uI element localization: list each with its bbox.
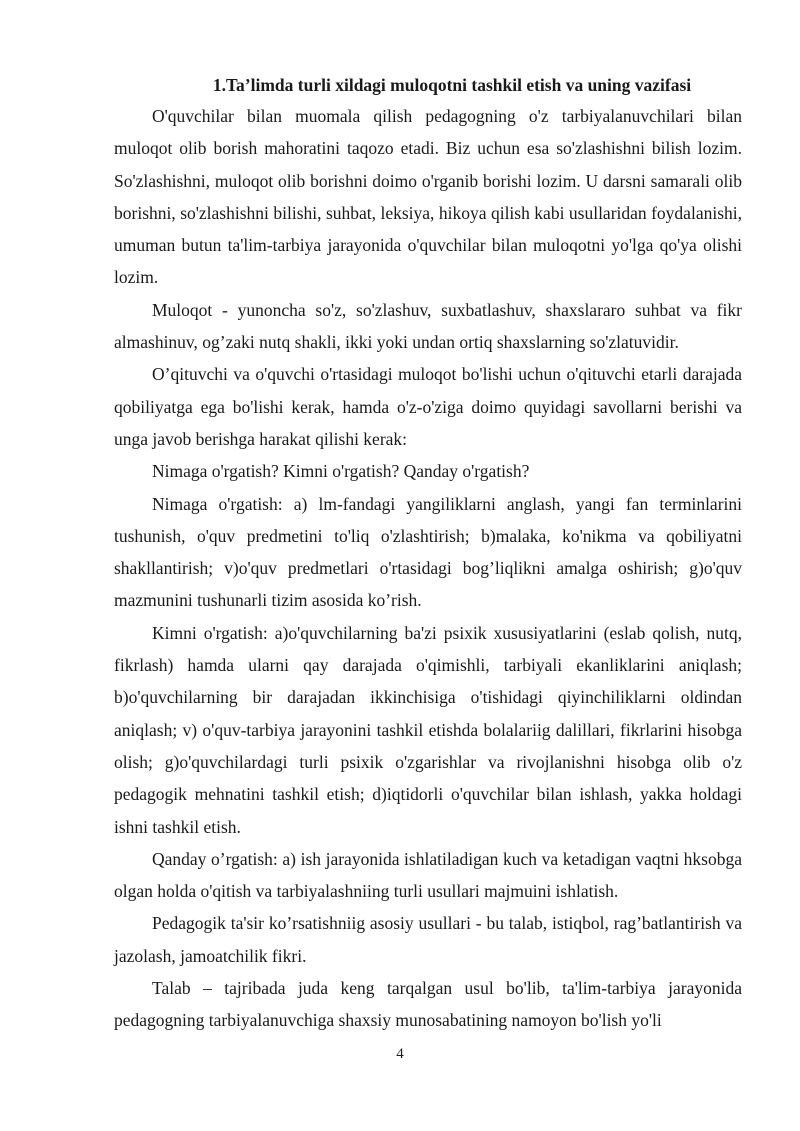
paragraph: Qanday o’rgatish: a) ish jarayonida ishlatiladigan kuch va ketadigan vaqtni hksobga olgan holda o'qitish va tarbiyalashniing turli usullari majmuini ishlatish. (114, 848, 742, 902)
paragraph: Pedagogik ta'sir ko’rsatishniig asosiy usullari - bu talab, istiqbol, rag’batlantirish va jazolash, jamoatchilik fikri. (114, 913, 742, 966)
paragraph: Kimni o'rgatish: a)o'quvchilarning ba'zi psixik xususiyatlarini (eslab qolish, nutq, fikrlash) hamda ularni qay darajada o'qimishli, tarbiyali ekanliklarini aniqlash; b)o'quvchilarning bir darajadan ikkinchisiga o'tishidagi qiyinchiliklarni oldindan aniqlash; v) o'quv-tarbiya jarayonini tashkil etishda bolalariig dalillari, fikrlarini hisobga olish; g)o'quvchilardagi turli psixik o'zgarishlar va rivojlanishni hisobga olib o'z pedagogik mehnatini tashkil etish; d)iqtidorli o'quvchilar bilan ishlash, yakka holdagi ishni tashkil etish. (114, 622, 742, 837)
document-page (114, 70, 742, 1037)
paragraph: Nimaga o'rgatish: a) lm-fandagi yangiliklarni anglash, yangi fan terminlarini tushunish, o'quv predmetini to'liq o'zlashtirish; b)malaka, ko'nikma va qobiliyatni shakllantirish; v)o'quv predmetlari o'rtasidagi bog’liqlikni amalga oshirish; g)o'quv mazmunini tushunarli tizim asosida ko’rish. (114, 493, 742, 611)
paragraph: O'quvchilar bilan muomala qilish pedagogning o'z tarbiyalanuvchilari bilan muloqot olib borish mahoratini taqozo etadi. Biz uchun esa so'zlashishni bilish lozim. So'zlashishni, muloqot olib borishni doimo o'rganib borishi lozim. U darsni samarali olib borishni, so'zlashishni bilishi, suhbat, leksiya, hikoya qilish kabi usullaridan foydalanishi, umuman butun ta'lim-tarbiya jarayonida o'quvchilar bilan muloqotni yo'lga qo'ya olishi lozim. (114, 106, 742, 288)
page-number: 4 (396, 1046, 404, 1062)
paragraph: Talab – tajribada juda keng tarqalgan usul bo'lib, ta'lim-tarbiya jarayonida pedagogning tarbiyalanuvchiga shaxsiy munosabatining namoyon bo'lish yo'li (114, 978, 742, 1031)
section-title: 1.Ta’limda turli xildagi muloqotni tashkil etish va uning vazifasi (212, 75, 692, 95)
paragraph: O’qituvchi va o'quvchi o'rtasidagi muloqot bo'lishi uchun o'qituvchi etarli darajada qobiliyatga ega bo'lishi kerak, hamda o'z-o'ziga doimo quyidagi savollarni berishi va unga javob berishga harakat qilishi kerak: (114, 364, 742, 449)
paragraph: Nimaga o'rgatish? Kimni o'rgatish? Qanday o'rgatish? (152, 461, 530, 482)
paragraph: Muloqot - yunoncha so'z, so'zlashuv, suxbatlashuv, shaxslararo suhbat va fikr almashinuv, og’zaki nutq shakli, ikki yoki undan ortiq shaxslarning so'zlatuvidir. (114, 299, 742, 353)
